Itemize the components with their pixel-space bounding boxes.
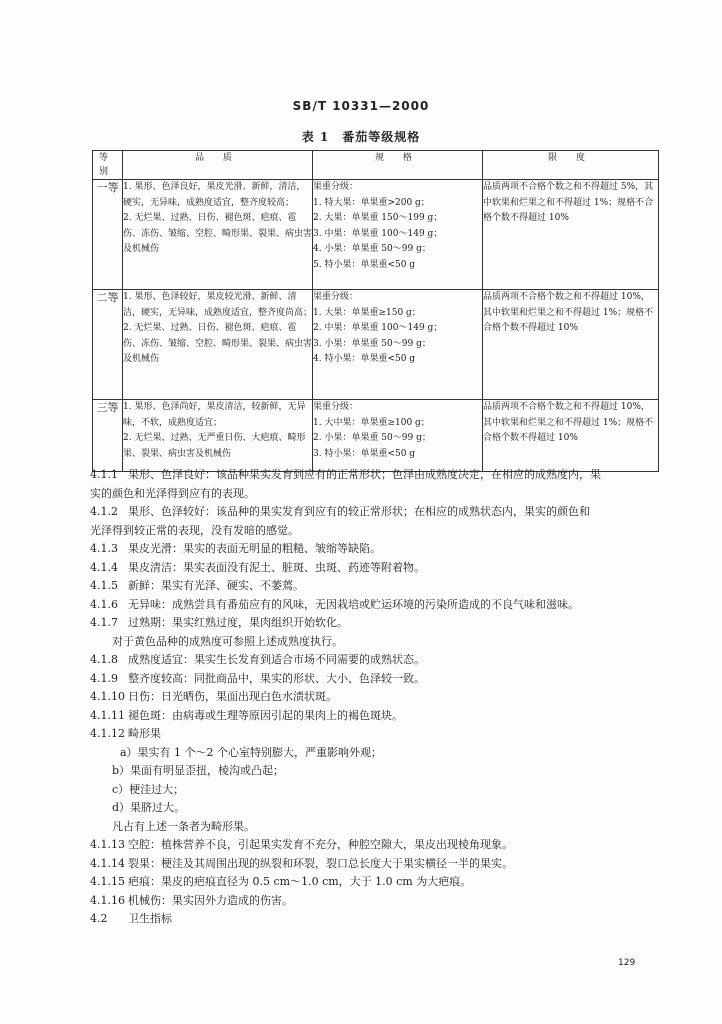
- clause-text: 卫生指标: [128, 912, 172, 925]
- limit-text: 品质两项不合格个数之和不得超过 10%，其中软果和烂果之和不得超过 1%；规格不合格个数不得超过 10%: [483, 292, 654, 333]
- quality-item: 1. 果形、色泽尚好，果皮清洁，较新鲜，无异味，不软，成熟度适宜；: [123, 402, 306, 428]
- clause-text: 畸形果: [128, 727, 161, 740]
- quality-item: 1. 果形、色泽良好，果皮光滑、新鲜，清洁，硬实，无异味，成熟度适宜，整齐度较高；: [123, 182, 306, 208]
- clause-number: 4.1.9: [90, 671, 118, 685]
- limit-cell: [483, 290, 659, 400]
- clause-text: b）果面有明显歪扭，棱沟或凸起；: [112, 764, 285, 777]
- definition-paragraph: [90, 836, 662, 855]
- clause-text: 实的颜色和光泽得到应有的表现。: [90, 486, 255, 500]
- clause-text: 新鲜：果实有光泽、硬实、不萎蔫。: [128, 579, 304, 592]
- clause-number: 4.1.10: [90, 690, 125, 703]
- quality-item: 2. 无烂果、过熟、日伤、褪色斑、疤痕、雹伤、冻伤、皱缩、空腔、畸形果、裂果、病虫害及机械伤: [123, 323, 313, 364]
- spec-cell: [313, 180, 483, 290]
- spec-item: 2. 小果：单果重 50～99 g；: [313, 433, 431, 443]
- clause-number: 4.1.16: [90, 893, 125, 907]
- clause-text: 对于黄色品种的成熟度可参照上述成熟度执行。: [112, 634, 343, 648]
- clause-text: 光泽得到较正常的表现，没有发暗的感觉。: [90, 523, 299, 537]
- limit-text: 品质两项不合格个数之和不得超过 5%，其中软果和烂果之和不得超过 1%；规格不合格个数不得超过 10%: [483, 182, 654, 223]
- clause-text: 过熟期：果实红熟过度，果肉组织开始软化。: [128, 616, 348, 629]
- quality-cell: [123, 290, 313, 400]
- definition-paragraph: [90, 855, 662, 874]
- definitions-body: [90, 466, 662, 929]
- definition-paragraph: [90, 873, 662, 892]
- grade-cell: 三等: [93, 400, 123, 472]
- clause-text: 成熟度适宜：果实生长发育到适合市场不同需要的成熟状态。: [128, 653, 425, 666]
- grade-cell: 二等: [93, 290, 123, 400]
- spec-item: 5. 特小果：单果重<50 g: [313, 259, 416, 270]
- spec-item: 4. 小果：单果重 50～99 g；: [313, 244, 431, 254]
- definition-paragraph: [90, 762, 662, 781]
- spec-item: 2. 中果：单果重 100～149 g；: [313, 323, 443, 333]
- spec-item: 1. 大中果：单果重≥100 g；: [313, 417, 430, 428]
- quality-item: 2. 无烂果、过熟、无严重日伤、大疤痕、畸形果、裂果、病虫害及机械伤: [123, 433, 306, 459]
- quality-cell: [123, 180, 313, 290]
- clause-text: 果皮光滑：果实的表面无明显的粗糙、皱缩等缺陷。: [128, 542, 381, 555]
- spec-item: 果重分级：: [313, 182, 359, 192]
- definition-paragraph: [90, 781, 662, 800]
- definition-paragraph: [90, 910, 662, 929]
- definition-paragraph: [90, 688, 662, 707]
- header-limit: 限 度: [483, 151, 659, 180]
- clause-text: 裂果：梗洼及其周围出现的纵裂和环裂，裂口总长度大于果实横径一半的果实。: [128, 856, 513, 870]
- definition-paragraph: [90, 744, 662, 763]
- definition-paragraph: [90, 725, 662, 744]
- limit-cell: [483, 180, 659, 290]
- header-spec: 规 格: [313, 151, 483, 180]
- spec-item: 3. 特小果：单果重<50 g: [313, 448, 416, 459]
- clause-number: 4.1.1: [90, 468, 118, 481]
- clause-text: 空腔：植株营养不良，引起果实发育不充分，种腔空隙大，果皮出现棱角现象。: [128, 838, 513, 851]
- spec-cell: [313, 400, 483, 472]
- clause-text: 果形、色泽良好：该品种果实发育到应有的正常形状；色泽由成熟度决定，在相应的成熟度内，果: [128, 468, 601, 481]
- limit-cell: [483, 400, 659, 472]
- clause-number: 4.1.11: [90, 708, 125, 722]
- clause-number: 4.1.15: [90, 875, 125, 888]
- definition-paragraph: [90, 485, 662, 504]
- spec-item: 1. 大果：单果重≥150 g；: [313, 307, 421, 318]
- spec-item: 2. 大果：单果重 150～199 g；: [313, 213, 443, 223]
- clause-number: 4.1.13: [90, 838, 125, 851]
- table-row: [93, 400, 659, 472]
- spec-cell: [313, 290, 483, 400]
- clause-number: 4.1.3: [90, 542, 118, 555]
- definition-paragraph: [90, 503, 662, 522]
- clause-text: a）果实有 1 个～2 个心室特别膨大，严重影响外观；: [120, 745, 383, 759]
- clause-text: 整齐度较高：同批商品中，果实的形状、大小、色泽较一致。: [128, 671, 425, 685]
- definition-paragraph: [90, 540, 662, 559]
- definition-paragraph: [90, 651, 662, 670]
- quality-item: 1. 果形、色泽较好，果皮较光滑、新鲜、清洁，硬实，无异味，成熟度适宜，整齐度尚高；: [123, 292, 313, 318]
- clause-number: 4.1.8: [90, 653, 118, 666]
- limit-text: 品质两项不合格个数之和不得超过 10%，其中软果和烂果之和不得超过 1%；规格不合格个数不得超过 10%: [483, 402, 654, 443]
- clause-text: 疤痕：果皮的疤痕直径为 0.5 cm～1.0 cm，大于 1.0 cm 为大疤痕。: [128, 875, 472, 888]
- clause-text: d）果脐过大。: [112, 801, 186, 814]
- definition-paragraph: [90, 522, 662, 541]
- spec-item: 果重分级：: [313, 402, 359, 412]
- clause-number: 4.1.6: [90, 597, 118, 611]
- clause-text: 凡占有上述一条者为畸形果。: [112, 819, 255, 833]
- table-row: [93, 290, 659, 400]
- definition-paragraph: [90, 670, 662, 689]
- quality-item: 2. 无烂果、过熟、日伤、褪色斑、疤痕、雹伤、冻伤、皱缩、空腔、畸形果、裂果、病虫害及机械伤: [123, 213, 313, 254]
- grade-spec-table: [92, 150, 659, 472]
- grade-cell: 一等: [93, 180, 123, 290]
- clause-text: 果皮清洁：果实表面没有泥土、脏斑、虫斑、药迹等附着物。: [128, 560, 425, 574]
- clause-text: 褪色斑：由病毒或生理等原因引起的果肉上的褐色斑块。: [128, 708, 403, 722]
- clause-number: 4.1.4: [90, 560, 118, 574]
- spec-item: 1. 特大果：单果重>200 g；: [313, 197, 430, 208]
- quality-cell: [123, 400, 313, 472]
- clause-number: 4.1.7: [90, 616, 118, 629]
- table-row: [93, 180, 659, 290]
- spec-item: 4. 特小果：单果重<50 g: [313, 354, 416, 364]
- clause-text: 无异味：成熟尝具有番茄应有的风味，无因栽培或贮运环境的污染所造成的不良气味和滋味。: [128, 597, 579, 611]
- clause-number: 4.2: [90, 912, 108, 925]
- header-grade: 等 别: [93, 151, 123, 180]
- definition-paragraph: [90, 614, 662, 633]
- header-quality: 品 质: [123, 151, 313, 180]
- standard-code-header: SB/T 10331—2000: [292, 99, 430, 113]
- clause-number: 4.1.14: [90, 856, 125, 870]
- spec-item: 果重分级：: [313, 292, 359, 302]
- clause-text: 日伤：日光晒伤，果面出现白色水渍状斑。: [128, 690, 337, 703]
- definition-paragraph: [90, 577, 662, 596]
- definition-paragraph: [90, 466, 662, 485]
- definition-paragraph: [90, 892, 662, 911]
- table-header-row: [93, 151, 659, 180]
- definition-paragraph: [90, 559, 662, 578]
- clause-text: c）梗洼过大；: [112, 782, 185, 796]
- definition-paragraph: [90, 799, 662, 818]
- spec-item: 3. 小果：单果重 50～99 g；: [313, 338, 431, 349]
- definition-paragraph: [90, 596, 662, 615]
- definition-paragraph: [90, 707, 662, 726]
- clause-number: 4.1.5: [90, 579, 118, 592]
- spec-item: 3. 中果：单果重 100～149 g；: [313, 228, 443, 239]
- definition-paragraph: [90, 818, 662, 837]
- table-caption: 表 1 番茄等级规格: [301, 130, 421, 144]
- clause-text: 机械伤：果实因外力造成的伤害。: [128, 893, 293, 907]
- clause-number: 4.1.12: [90, 727, 125, 740]
- definition-paragraph: [90, 633, 662, 652]
- clause-text: 果形、色泽较好：该品种的果实发育到应有的较正常形状；在相应的成熟状态内，果实的颜色和: [128, 505, 590, 518]
- page-number: 129: [618, 958, 636, 968]
- clause-number: 4.1.2: [90, 505, 118, 518]
